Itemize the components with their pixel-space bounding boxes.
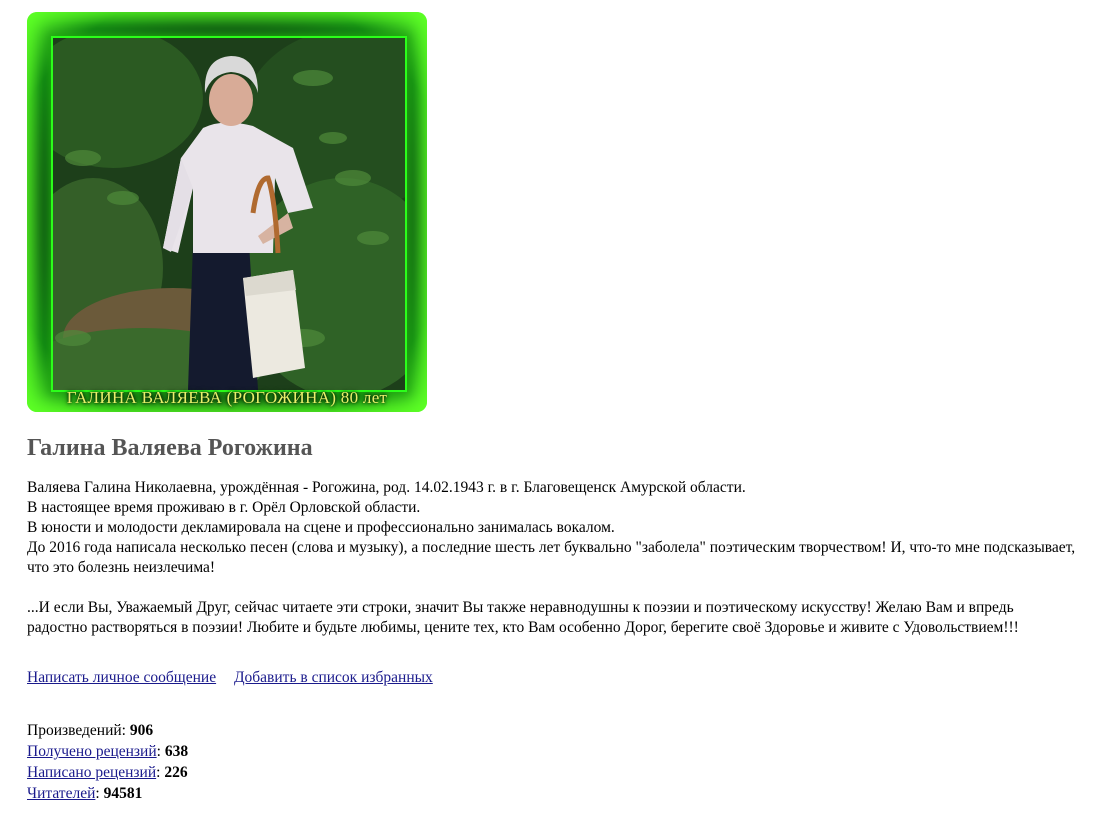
bio-line: Валяева Галина Николаевна, урождённая - Рогожина, род. 14.02.1943 г. в г. Благовещенск Амурской области. — [27, 479, 746, 496]
author-photo — [27, 12, 427, 412]
stat-received-value: 638 — [164, 743, 189, 760]
photo-image — [51, 36, 407, 392]
stat-written: Написано рецензий: 226 — [27, 764, 188, 781]
bio-line: В юности и молодости декламировала на сцене и профессионально занималась вокалом. — [27, 519, 615, 536]
author-name: Галина Валяева Рогожина — [27, 435, 313, 461]
stat-readers: Читателей: 94581 — [27, 785, 143, 802]
author-actions — [27, 668, 1087, 688]
stat-works: Произведений: 906 — [27, 722, 154, 739]
stat-works-value: 906 — [129, 722, 154, 739]
stat-written-value: 226 — [164, 764, 188, 781]
bio-wish: ...И если Вы, Уважаемый Друг, сейчас читаете эти строки, значит Вы также неравнодушны к поэзии и поэтическому искусству! Желаю Вам и впредь радостно растворяться в поэзии! Любите и будьте любимы, цените тех, кто Вам особенно Дорог, берегите своё Здоровье и живите с Удовольствием!!! — [27, 599, 1019, 636]
send-message-link[interactable]: Написать личное сообщение — [27, 669, 217, 686]
photo-caption: ГАЛИНА ВАЛЯЕВА (РОГОЖИНА) 80 лет — [66, 388, 388, 407]
stat-readers-value: 94581 — [103, 785, 143, 802]
author-stats — [27, 720, 1087, 804]
stat-received: Получено рецензий: 638 — [27, 743, 189, 760]
bio-line: До 2016 года написала несколько песен (слова и музыку), а последние шесть лет буквально "заболела" поэтическим творчеством! И, что-то мне подсказывает, что это болезнь неизлечима! — [27, 539, 1076, 576]
bio-line: В настоящее время проживаю в г. Орёл Орловской области. — [27, 499, 421, 516]
stat-works-label: Произведений — [27, 722, 122, 739]
add-favorite-link[interactable]: Добавить в список избранных — [233, 669, 433, 686]
readers-link[interactable]: Читателей — [27, 785, 96, 802]
written-reviews-link[interactable]: Написано рецензий — [27, 764, 157, 781]
bio-spacer — [27, 578, 1077, 598]
received-reviews-link[interactable]: Получено рецензий — [27, 743, 157, 760]
author-bio — [27, 478, 1077, 638]
